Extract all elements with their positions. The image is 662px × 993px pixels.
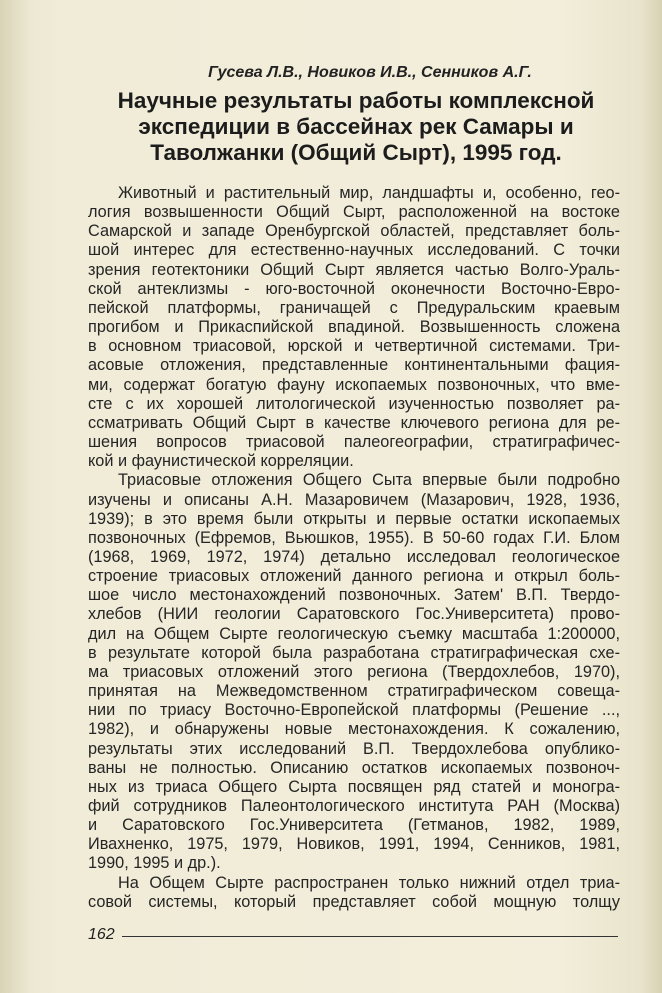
page-number: 162 [88, 926, 115, 943]
text-line: ми, содержат богатую фауну ископаемых позвоночных, что вме- [88, 375, 620, 394]
title-line: Научные результаты работы комплексной [117, 88, 595, 113]
footer-rule [122, 936, 618, 937]
text-line: ской антеклизмы - юго-восточной оконечности Восточно-Евро- [88, 279, 620, 298]
text-line: пейской платформы, граничащей с Предуральским краевым [88, 298, 620, 317]
article-authors: Гусева Л.В., Новиков И.В., Сенников А.Г. [208, 64, 532, 81]
article-title [92, 88, 620, 166]
text-line: ма триасовых отложений этого региона (Твердохлебов, 1970), [88, 662, 620, 681]
text-line: шой интерес для естественно-научных исследований. С точки [88, 241, 620, 260]
paragraph-2 [88, 471, 620, 873]
text-line: Триасовые отложения Общего Сыта впервые были подробно [118, 471, 620, 490]
page-footer [88, 926, 620, 946]
text-line: Самарской и западе Оренбургской областей, представляет боль- [88, 222, 620, 241]
text-line: зрения геотектоники Общий Сырт является частью Волго-Ураль- [88, 260, 620, 279]
text-line: (1968, 1969, 1972, 1974) детально исследовал геологическое [88, 547, 620, 566]
text-line: асовые отложения, представленные континентальными фация- [88, 356, 620, 375]
title-line: Таволжанки (Общий Сырт), 1995 год. [150, 140, 562, 165]
text-line: позвоночных (Ефремов, Вьюшков, 1955). В 50-60 годах Г.И. Блом [88, 528, 620, 547]
paragraph-3 [88, 874, 620, 912]
text-line: ваны не полностью. Описанию остатков ископаемых позвоноч- [88, 758, 620, 777]
title-line: экспедиции в бассейнах рек Самары и [138, 114, 574, 139]
text-line: шения вопросов триасовой палеогеографии, стратиграфичес- [88, 433, 620, 452]
text-line: шое число местонахождений позвоночных. Затем' В.П. Твердо- [88, 586, 620, 605]
text-line: 1990, 1995 и др.). [88, 854, 221, 873]
text-line: логия возвышенности Общий Сырт, расположенной на востоке [88, 203, 620, 222]
text-line: ссматривать Общий Сырт в качестве ключевого региона для ре- [88, 413, 620, 432]
text-line: результаты этих исследований В.П. Твердохлебова опублико- [88, 739, 620, 758]
text-line: нии по триасу Восточно-Европейской платформы (Решение ..., [88, 701, 620, 720]
text-line: Животный и растительный мир, ландшафты и, особенно, гео- [118, 184, 620, 202]
text-line: принятая на Межведомственном стратиграфическом совеща- [88, 682, 620, 701]
paragraph-1 [88, 184, 620, 471]
text-line: строение триасовых отложений данного региона и открыл боль- [88, 567, 620, 586]
text-line: На Общем Сырте распространен только нижний отдел триа- [118, 873, 620, 892]
text-line: хлебов (НИИ геологии Саратовского Гос.Университета) прово- [88, 605, 620, 624]
text-line: сте с их хорошей литологической изученностью позволяет ра- [88, 394, 620, 413]
text-line: 1982), и обнаружены новые местонахождения. К сожалению, [88, 720, 620, 739]
text-line: совой системы, который представляет собой мощную толщу [88, 892, 620, 911]
text-line: ных из триаса Общего Сырта посвящен ряд статей и моногра- [88, 777, 620, 796]
article-body [88, 184, 620, 912]
text-line: и Саратовского Гос.Университета (Гетманов, 1982, 1989, [88, 816, 620, 835]
text-line: Ивахненко, 1975, 1979, Новиков, 1991, 1994, Сенников, 1981, [88, 835, 620, 854]
text-line: в основном триасовой, юрской и четвертичной системами. Три- [88, 337, 620, 356]
text-line: 1939); в это время были открыты и первые остатки ископаемых [88, 509, 620, 528]
text-line: фий сотрудников Палеонтологического института РАН (Москва) [88, 797, 620, 815]
text-line: кой и фаунистической корреляции. [88, 452, 354, 471]
text-line: дил на Общем Сырте геологическую съемку масштаба 1:200000, [88, 624, 620, 643]
text-line: в результате которой была разработана стратиграфическая схе- [88, 643, 620, 662]
text-line: прогибом и Прикаспийской впадиной. Возвышенность сложена [88, 318, 620, 337]
text-line: изучены и описаны А.Н. Мазаровичем (Мазарович, 1928, 1936, [88, 490, 620, 509]
